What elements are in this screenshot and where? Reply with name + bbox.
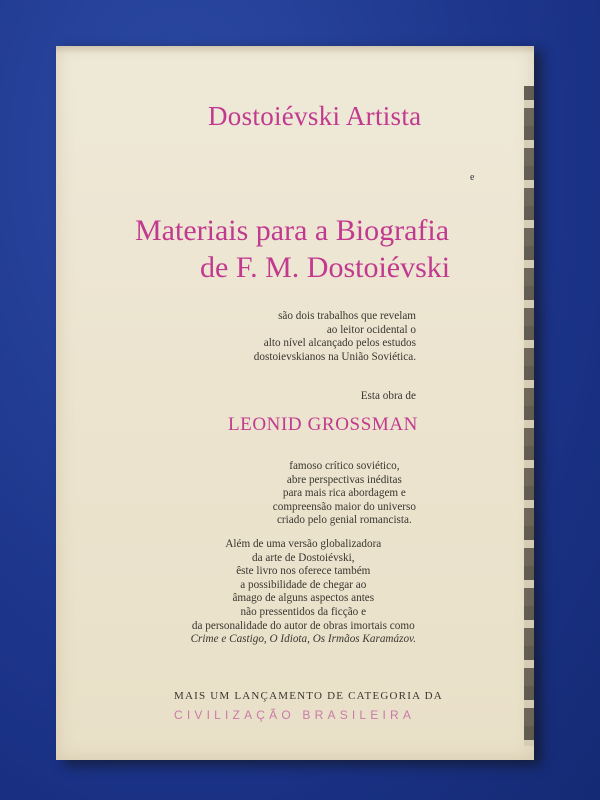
- title-dostoievski-artista: Dostoiévski Artista: [208, 101, 422, 131]
- paragraph-line: Além de uma versão globalizadora: [225, 538, 382, 550]
- paragraph-line: não pressentidos da ficção e: [240, 605, 367, 618]
- cover-top-edge: [56, 46, 534, 54]
- paragraph-critic: [273, 460, 416, 528]
- paragraph-line: dostoievskianos na União Soviética.: [253, 350, 416, 363]
- title-materiais-line1: Materiais para a Biografia: [135, 214, 450, 247]
- paragraph-line: são dois trabalhos que revelam: [278, 310, 416, 322]
- paragraph-line: âmago de alguns aspectos antes: [232, 592, 375, 605]
- title-materiais: [135, 212, 450, 286]
- paragraph-line: a possibilidade de chegar ao: [240, 578, 367, 591]
- paragraph-intro: [254, 310, 416, 364]
- paragraph-line: êste livro nos oferece também: [236, 565, 371, 578]
- paragraph-esta-obra: [361, 390, 416, 404]
- paragraph-line: da personalidade do autor de obras imortais como: [191, 619, 415, 632]
- paragraph-line: compreensão maior do universo: [272, 500, 416, 513]
- paragraph-line: Esta obra de: [360, 390, 416, 402]
- cover-spine-edge: [524, 86, 534, 746]
- paragraph-line: famoso crítico soviético,: [289, 460, 400, 472]
- footer-tagline: MAIS UM LANÇAMENTO DE CATEGORIA DA: [174, 690, 443, 702]
- paragraph-line: alto nível alcançado pelos estudos: [263, 337, 416, 350]
- author-name: LEONID GROSSMAN: [227, 414, 418, 435]
- works-titles: Crime e Castigo, O Idiota, Os Irmãos Karamázov.: [190, 633, 416, 646]
- paragraph-summary: [191, 538, 416, 647]
- title-materiais-line2: de F. M. Dostoiévski: [200, 251, 451, 284]
- paragraph-line: para mais rica abordagem e: [282, 487, 406, 500]
- publisher-name: CIVILIZAÇÃO BRASILEIRA: [174, 708, 416, 722]
- paragraph-line: abre perspectivas inéditas: [286, 473, 402, 486]
- book-back-cover: [56, 46, 534, 760]
- paragraph-line: ao leitor ocidental o: [326, 323, 416, 336]
- paragraph-line: criado pelo genial romancista.: [276, 514, 412, 527]
- conjunction-e: e: [470, 172, 475, 183]
- paragraph-line: da arte de Dostoiévski,: [252, 551, 355, 564]
